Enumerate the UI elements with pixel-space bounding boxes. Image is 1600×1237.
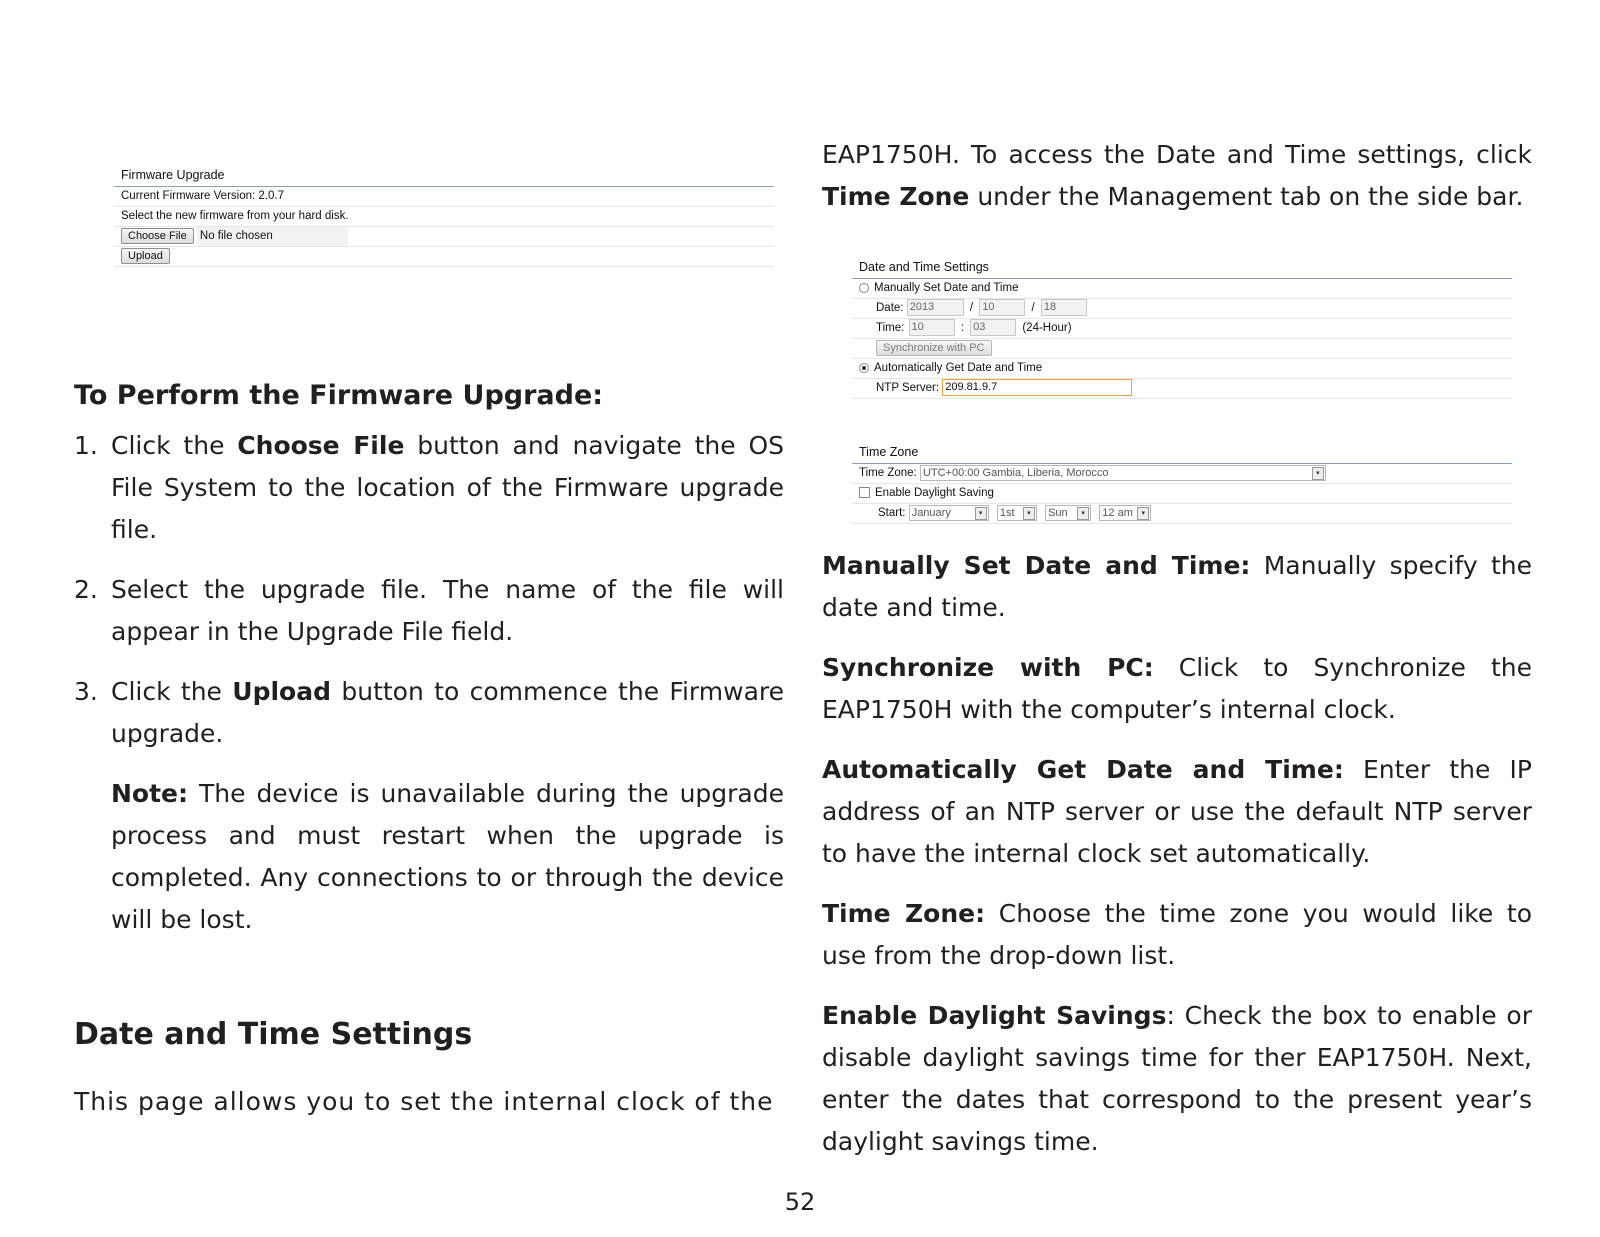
choose-file-button[interactable]: Choose File xyxy=(121,228,194,244)
step-text: Click the Upload button to commence the Firmware upgrade. xyxy=(111,677,784,748)
choose-file-term: Choose File xyxy=(237,431,405,460)
time-row xyxy=(852,319,1512,339)
upgrade-note xyxy=(74,773,784,941)
date-label: Date: xyxy=(876,302,904,314)
start-label: Start: xyxy=(878,507,906,519)
time-label: Time: xyxy=(876,322,905,334)
definition-label: Automatically Get Date and Time: xyxy=(822,755,1344,784)
firmware-panel-title: Firmware Upgrade xyxy=(114,168,774,187)
enable-daylight-saving-label: Enable Daylight Saving xyxy=(875,487,994,499)
year-input[interactable]: 2013 xyxy=(907,299,964,316)
ntp-server-label: NTP Server: xyxy=(876,382,940,394)
time-zone-row xyxy=(852,464,1512,484)
ntp-server-input[interactable]: 209.81.9.7 xyxy=(942,379,1132,396)
date-row xyxy=(852,299,1512,319)
dst-start-row xyxy=(852,504,1512,524)
step-number: 2. xyxy=(74,575,98,604)
chevron-down-icon: ▾ xyxy=(1077,507,1089,520)
date-separator: / xyxy=(1031,302,1035,314)
definition-daylight-savings: Enable Daylight Savings: Check the box to enable or disable daylight savings time for ther EAP1750H. Next, enter the dates that correspond to the present year’s daylight savings time. xyxy=(822,1001,1532,1156)
note-text: Note: The device is unavailable during the upgrade process and must restart when the upgrade is completed. Any connections to or through the device will be lost. xyxy=(111,779,784,934)
daylight-saving-row xyxy=(852,484,1512,504)
auto-get-label: Automatically Get Date and Time xyxy=(874,362,1043,374)
hour-format-label: (24-Hour) xyxy=(1022,322,1072,334)
chevron-down-icon: ▾ xyxy=(1312,467,1324,480)
month-input[interactable]: 10 xyxy=(979,299,1025,316)
date-time-section-title: Date and Time Settings xyxy=(74,1017,473,1052)
step-number: 1. xyxy=(74,431,98,460)
definition-manual-set: Manually Set Date and Time: Manually specify the date and time. xyxy=(822,551,1533,622)
time-zone-panel-title: Time Zone xyxy=(852,445,1512,464)
hour-input[interactable]: 10 xyxy=(909,319,955,336)
date-time-settings-panel xyxy=(852,260,1512,399)
ntp-row xyxy=(852,379,1512,399)
time-zone-term: Time Zone xyxy=(822,182,970,211)
date-time-intro: This page allows you to set the internal clock of the xyxy=(74,1087,774,1116)
step-1 xyxy=(74,425,784,551)
chevron-down-icon: ▾ xyxy=(1023,507,1035,520)
upload-button[interactable]: Upload xyxy=(121,248,170,264)
upgrade-steps xyxy=(74,425,784,941)
start-day-select[interactable]: Sun ▾ xyxy=(1045,505,1091,521)
definition-label: Time Zone: xyxy=(822,899,986,928)
upload-term: Upload xyxy=(232,677,332,706)
time-zone-label: Time Zone: xyxy=(859,467,917,479)
definition-label: Synchronize with PC: xyxy=(822,653,1154,682)
page-number: 52 xyxy=(784,1188,816,1216)
enable-daylight-saving-checkbox[interactable] xyxy=(859,487,870,498)
chevron-down-icon: ▾ xyxy=(975,507,987,520)
definition-synchronize: Synchronize with PC: Click to Synchronize the EAP1750H with the computer’s internal clock. xyxy=(822,653,1532,724)
step-text: Select the upgrade file. The name of the file will appear in the Upgrade File field. xyxy=(111,575,784,646)
manual-set-label: Manually Set Date and Time xyxy=(874,282,1019,294)
date-time-panel-title: Date and Time Settings xyxy=(852,260,1512,279)
firmware-upgrade-panel xyxy=(114,168,774,267)
no-file-chosen-text: No file chosen xyxy=(197,227,348,246)
start-time-select[interactable]: 12 am ▾ xyxy=(1099,505,1151,521)
firmware-upgrade-heading: To Perform the Firmware Upgrade: xyxy=(74,380,604,411)
start-month-select[interactable]: January ▾ xyxy=(909,505,989,521)
step-3 xyxy=(74,671,784,755)
manual-set-radio[interactable] xyxy=(859,283,869,293)
time-zone-select[interactable]: UTC+00:00 Gambia, Liberia, Morocco ▾ xyxy=(920,465,1326,481)
time-zone-panel xyxy=(852,445,1512,531)
definition-label: Enable Daylight Savings xyxy=(822,1001,1167,1030)
definition-time-zone: Time Zone: Choose the time zone you would like to use from the drop-down list. xyxy=(822,899,1532,970)
start-week-select[interactable]: 1st ▾ xyxy=(997,505,1037,521)
auto-option-row xyxy=(852,359,1512,379)
select-firmware-text: Select the new firmware from your hard disk. xyxy=(114,207,774,227)
step-number: 3. xyxy=(74,677,98,706)
note-label: Note: xyxy=(111,779,189,808)
minute-input[interactable]: 03 xyxy=(970,319,1016,336)
manual-option-row xyxy=(852,279,1512,299)
sync-row xyxy=(852,339,1512,359)
date-separator: / xyxy=(969,302,974,314)
step-text: Click the Choose File button and navigate the OS File System to the location of the Firmware upgrade file. xyxy=(111,431,784,544)
current-firmware-version: Current Firmware Version: 2.0.7 xyxy=(114,187,774,207)
upload-row xyxy=(114,247,774,267)
settings-definitions xyxy=(822,545,1532,1163)
file-chooser-row xyxy=(114,227,774,247)
auto-get-radio[interactable] xyxy=(859,363,869,373)
definition-auto-get: Automatically Get Date and Time: Enter the IP address of an NTP server or use the default NTP server to have the internal clock set automatically. xyxy=(822,755,1532,868)
chevron-down-icon: ▾ xyxy=(1137,507,1149,520)
time-separator: : xyxy=(960,322,964,334)
definition-label: Manually Set Date and Time: xyxy=(822,551,1251,580)
synchronize-with-pc-button[interactable]: Synchronize with PC xyxy=(876,340,992,356)
intro-continued: EAP1750H. To access the Date and Time settings, click Time Zone under the Management tab on the side bar. xyxy=(822,140,1532,211)
step-2 xyxy=(74,569,784,653)
day-input[interactable]: 18 xyxy=(1041,299,1087,316)
